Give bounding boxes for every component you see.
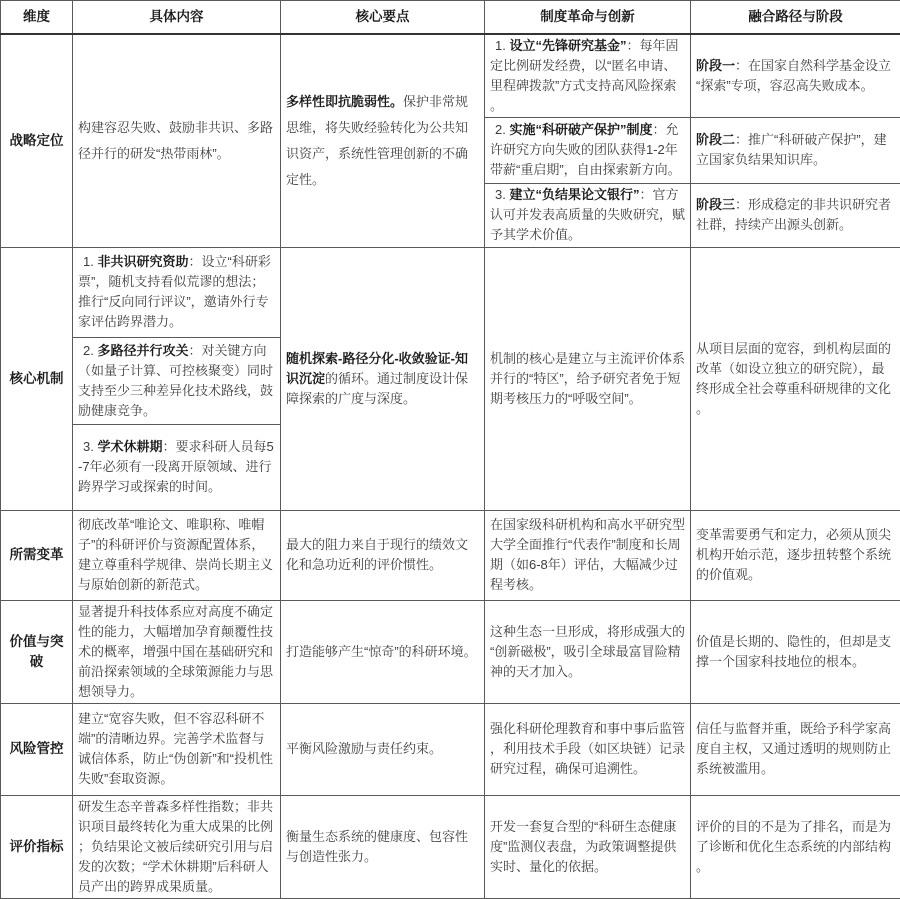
table-row — [1, 600, 900, 703]
cell-mechanism-content-1: 1. 非共识研究资助：设立“科研彩票”，随机支持看似荒谬的想法；推行“反向同行评议”，邀请外行专家评估跨界潜力。 — [73, 247, 281, 337]
cell-value-core: 打造能够产生“惊奇”的科研环境。 — [281, 600, 485, 703]
table-row — [1, 34, 900, 118]
table-row — [1, 703, 900, 795]
cell-mechanism-dimension: 核心机制 — [1, 247, 73, 510]
cell-risk-core: 平衡风险激励与责任约束。 — [281, 703, 485, 795]
cell-reform-content: 彻底改革“唯论文、唯职称、唯帽子”的科研评价与资源配置体系，建立尊重科学规律、崇尚长期主义与原始创新的新范式。 — [73, 510, 281, 600]
cell-reform-dimension: 所需变革 — [1, 510, 73, 600]
column-header-path: 融合路径与阶段 — [691, 1, 900, 34]
cell-strategy-path-1: 阶段一：在国家自然科学基金设立“探索”专项，容忍高失败成本。 — [691, 34, 900, 118]
cell-mechanism-institution: 机制的核心是建立与主流评价体系并行的“特区”，给予研究者免于短期考核压力的“呼吸空间”。 — [485, 247, 691, 510]
cell-risk-content: 建立“宽容失败，但不容忍科研不端”的清晰边界。完善学术监督与诚信体系，防止“伪创新”和“投机性失败”套取资源。 — [73, 703, 281, 795]
cell-value-path: 价值是长期的、隐性的，但却是支撑一个国家科技地位的根本。 — [691, 600, 900, 703]
cell-risk-institution: 强化科研伦理教育和事中事后监管，利用技术手段（如区块链）记录研究过程，确保可追溯性。 — [485, 703, 691, 795]
cell-value-institution: 这种生态一旦形成，将形成强大的“创新磁极”，吸引全球最富冒险精神的天才加入。 — [485, 600, 691, 703]
cell-risk-dimension: 风险管控 — [1, 703, 73, 795]
header-row — [1, 1, 900, 34]
cell-strategy-content: 构建容忍失败、鼓励非共识、多路径并行的研发“热带雨林”。 — [73, 34, 281, 248]
table-row — [1, 510, 900, 600]
cell-metrics-dimension: 评价指标 — [1, 795, 73, 898]
column-header-content: 具体内容 — [73, 1, 281, 34]
column-header-dimension: 维度 — [1, 1, 73, 34]
cell-strategy-institution-1: 1. 设立“先锋研究基金”：每年固定比例研发经费，以“匿名申请、里程碑拨款”方式支持高风险探索。 — [485, 34, 691, 118]
cell-value-content: 显著提升科技体系应对高度不确定性的能力，大幅增加孕育颠覆性技术的概率，增强中国在基础研究和前沿探索领域的全球策源能力与思想领导力。 — [73, 600, 281, 703]
cell-reform-institution: 在国家级科研机构和高水平研究型大学全面推行“代表作”制度和长周期（如6-8年）评估，大幅减少过程考核。 — [485, 510, 691, 600]
cell-metrics-content: 研发生态辛普森多样性指数；非共识项目最终转化为重大成果的比例；负结果论文被后续研究引用与启发的次数；“学术休耕期”后科研人员产出的跨界成果质量。 — [73, 795, 281, 898]
column-header-core-points: 核心要点 — [281, 1, 485, 34]
table-row — [1, 795, 900, 898]
cell-metrics-institution: 开发一套复合型的“科研生态健康度”监测仪表盘，为政策调整提供实时、量化的依据。 — [485, 795, 691, 898]
table-row — [1, 247, 900, 337]
cell-risk-path: 信任与监督并重，既给予科学家高度自主权，又通过透明的规则防止系统被滥用。 — [691, 703, 900, 795]
cell-mechanism-path: 从项目层面的宽容，到机构层面的改革（如设立独立的研究院），最终形成全社会尊重科研规律的文化。 — [691, 247, 900, 510]
cell-value-dimension: 价值与突破 — [1, 600, 73, 703]
column-header-innovation: 制度革命与创新 — [485, 1, 691, 34]
cell-mechanism-content-3: 3. 学术休耕期：要求科研人员每5-7年必须有一段离开原领域、进行跨界学习或探索的时间。 — [73, 424, 281, 510]
cell-reform-path: 变革需要勇气和定力，必须从顶尖机构开始示范，逐步扭转整个系统的价值观。 — [691, 510, 900, 600]
cell-mechanism-core: 随机探索-路径分化-收敛验证-知识沉淀的循环。通过制度设计保障探索的广度与深度。 — [281, 247, 485, 510]
cell-mechanism-content-2: 2. 多路径并行攻关：对关键方向（如量子计算、可控核聚变）同时支持至少三种差异化技术路线，鼓励健康竞争。 — [73, 337, 281, 424]
cell-strategy-path-3: 阶段三：形成稳定的非共识研究者社群，持续产出源头创新。 — [691, 183, 900, 247]
cell-reform-core: 最大的阻力来自于现行的绩效文化和急功近利的评价惯性。 — [281, 510, 485, 600]
cell-strategy-core: 多样性即抗脆弱性。保护非常规思维，将失败经验转化为公共知识资产，系统性管理创新的不确定性。 — [281, 34, 485, 248]
cell-metrics-path: 评价的目的不是为了排名，而是为了诊断和优化生态系统的内部结构。 — [691, 795, 900, 898]
cell-strategy-path-2: 阶段二：推广“科研破产保护”，建立国家负结果知识库。 — [691, 117, 900, 183]
cell-strategy-institution-3: 3. 建立“负结果论文银行”：官方认可并发表高质量的失败研究，赋予其学术价值。 — [485, 183, 691, 247]
cell-strategy-institution-2: 2. 实施“科研破产保护”制度：允许研究方向失败的团队获得1-2年带薪“重启期”，自由探索新方向。 — [485, 117, 691, 183]
cell-metrics-core: 衡量生态系统的健康度、包容性与创造性张力。 — [281, 795, 485, 898]
cell-strategy-dimension: 战略定位 — [1, 34, 73, 248]
